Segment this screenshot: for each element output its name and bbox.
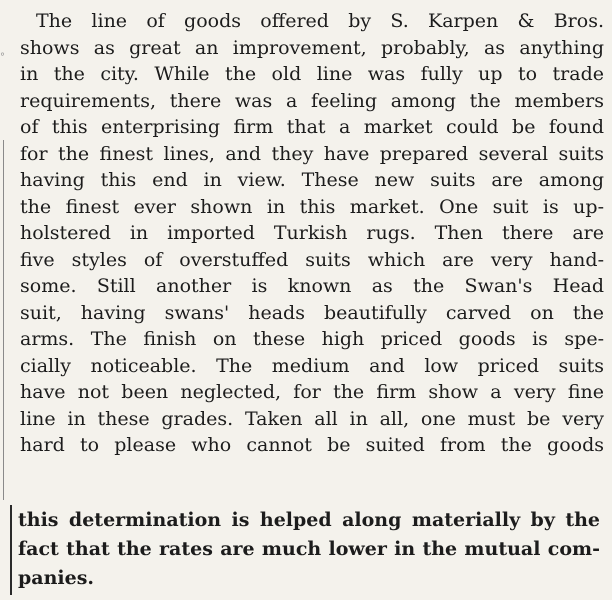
article-line: The line of goods offered by S. Karpen & Bros. (36, 10, 604, 32)
article-line: arms. The finish on these high priced goods is spe- (20, 328, 604, 350)
fragment-line: fact that the rates are much lower in the mutual com- (18, 538, 600, 560)
fragment-line: panies. (18, 567, 95, 589)
article-line: five styles of overstuffed suits which are very hand- (20, 248, 604, 271)
column-rule-bottom-left (10, 505, 12, 595)
article-line: of this enterprising firm that a market could be found (20, 116, 604, 138)
article-line: some. Still another is known as the Swan's Head (20, 275, 604, 297)
article-line: cially noticeable. The medium and low priced suits (20, 354, 604, 377)
column-rule-left (3, 140, 4, 500)
article-line: the finest ever shown in this market. One suit is up- (20, 195, 604, 218)
article-line: having this end in view. These new suits are among (20, 169, 604, 191)
adjacent-column-fragment (18, 506, 600, 593)
article-paragraph (20, 8, 604, 459)
article-line: holstered in imported Turkish rugs. Then there are (20, 222, 604, 244)
article-line: in the city. While the old line was fully up to trade (20, 63, 604, 85)
article-line: hard to please who cannot be suited from the goods (20, 434, 604, 456)
article-line: for the finest lines, and they have prepared several suits (20, 142, 604, 165)
article-line: line in these grades. Taken all in all, one must be very (20, 407, 604, 430)
article-line: shows as great an improvement, probably, as anything (20, 36, 604, 59)
article-line: requirements, there was a feeling among the members (20, 89, 604, 112)
fragment-line: this determination is helped along materially by the (18, 509, 600, 531)
margin-mark: ° (0, 52, 5, 63)
article-line: have not been neglected, for the firm show a very fine (20, 381, 604, 403)
article-line: suit, having swans' heads beautifully carved on the (20, 301, 604, 324)
